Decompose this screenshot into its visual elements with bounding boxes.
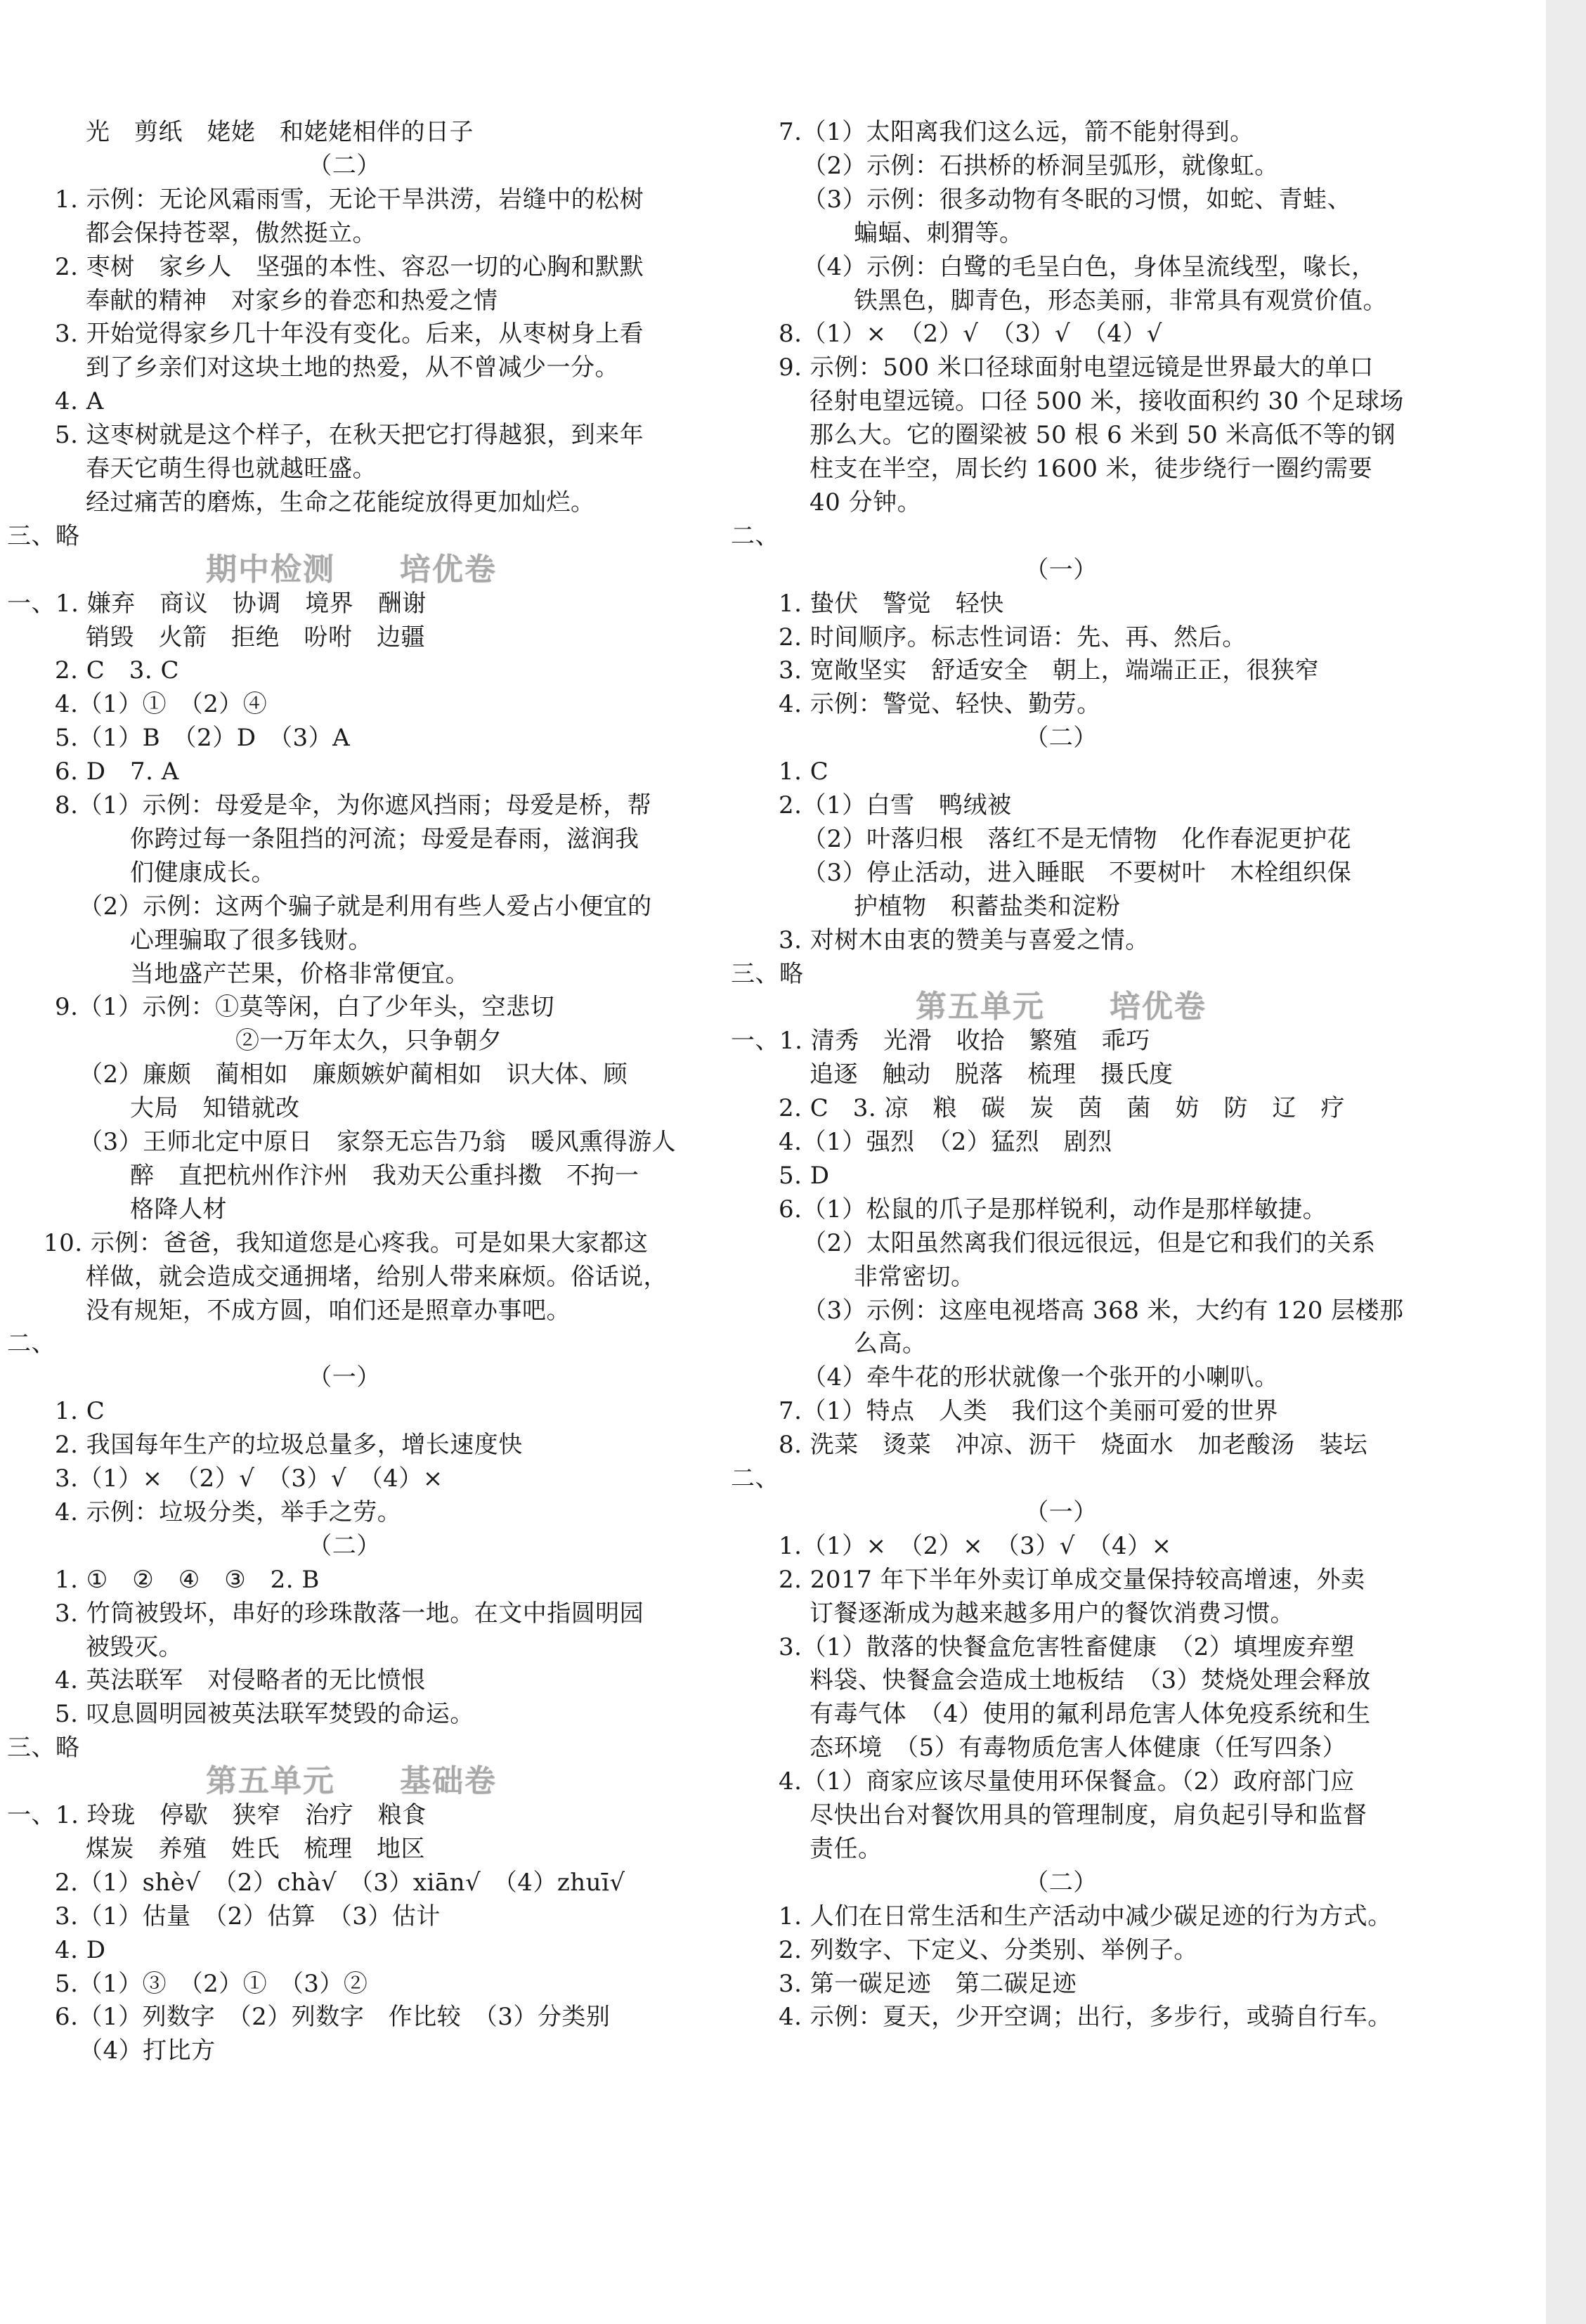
question-line: 5. D [779, 1161, 830, 1190]
continuation-line: 销毁 火箭 拒绝 吩咐 边疆 [86, 623, 425, 651]
continuation-line: 径射电望远镜。口径 500 米，接收面积约 30 个足球场 [810, 387, 1404, 416]
question-line: 1. ① ② ④ ③ 2. B [55, 1565, 320, 1594]
continuation-line: 铁黑色，脚青色，形态美丽，非常具有观赏价值。 [854, 286, 1387, 315]
question-line: 4. A [55, 387, 104, 416]
question-line: 6. D 7. A [55, 758, 179, 786]
continuation-line: 煤炭 养殖 姓氏 梳理 地区 [86, 1834, 425, 1863]
sub-question-line: （2）廉颇 蔺相如 廉颇嫉妒蔺相如 识大体、顾 [79, 1060, 628, 1089]
continuation-line: 到了乡亲们对这块土地的热爱，从不曾减少一分。 [86, 353, 619, 382]
section-marker: 三、略 [7, 521, 80, 550]
question-line: 8.（1）× （2）√ （3）√ （4）√ [779, 320, 1162, 349]
continuation-line: 订餐逐渐成为越来越多用户的餐饮消费习惯。 [810, 1599, 1294, 1628]
question-line: 6.（1）列数字 （2）列数字 作比较 （3）分类别 [55, 2003, 611, 2032]
question-line: 2.（1）shè√ （2）chà√ （3）xiān√ （4）zhuī√ [55, 1868, 625, 1897]
question-line: 2. 列数字、下定义、分类别、举例子。 [779, 1935, 1198, 1964]
question-line: 2. 2017 年下半年外卖订单成交量保持较高增速，外卖 [779, 1565, 1365, 1594]
subsection-heading: （一） [308, 1363, 381, 1392]
sub-question-line: （2）太阳虽然离我们很远很远，但是它和我们的关系 [802, 1228, 1376, 1257]
sub-question-line: （3）停止活动，进入睡眠 不要树叶 木栓组织保 [802, 858, 1352, 887]
question-line: 4.（1）① （2）④ [55, 690, 268, 719]
page-edge [1546, 0, 1586, 2324]
continuation-line: 柱支在半空，周长约 1600 米，徒步绕行一圈约需要 [810, 455, 1373, 483]
question-line: 4.（1）商家应该尽量使用环保餐盒。（2）政府部门应 [779, 1767, 1355, 1796]
continuation-line: 没有规矩，不成方圆，咱们还是照章办事吧。 [86, 1296, 571, 1325]
question-line: 3. 宽敞坚实 舒适安全 朝上，端端正正，很狭窄 [779, 656, 1320, 685]
continuation-line: 大局 知错就改 [130, 1094, 300, 1123]
question-line: 1. 示例：无论风霜雨雪，无论干旱洪涝，岩缝中的松树 [55, 185, 644, 214]
question-line: 4. 示例：警觉、轻快、勤劳。 [779, 690, 1101, 719]
sub-question-line: （4）示例：白鹭的毛呈白色，身体呈流线型，喙长， [802, 252, 1376, 281]
subsection-heading: （二） [308, 1531, 381, 1560]
question-line: 2. C 3. 凉 粮 碳 炭 茵 菌 妨 防 辽 疗 [779, 1094, 1346, 1123]
question-line: 1. 人们在日常生活和生产活动中减少碳足迹的行为方式。 [779, 1902, 1392, 1930]
continuation-line: 责任。 [810, 1834, 883, 1863]
continuation-line: 追逐 触动 脱落 梳理 摄氏度 [810, 1060, 1174, 1089]
question-line: 4.（1）强烈 （2）猛烈 剧烈 [779, 1128, 1112, 1156]
section-marker: 一、1. 嫌弃 商议 协调 境界 酬谢 [7, 589, 427, 618]
continuation-line: 格降人材 [130, 1195, 227, 1223]
continuation-line: ②一万年太久，只争朝夕 [235, 1027, 502, 1056]
question-line: 2. 枣树 家乡人 坚强的本性、容忍一切的心胸和默默 [55, 252, 644, 281]
sub-question-line: （4）打比方 [79, 2037, 216, 2065]
continuation-line: 样做，就会造成交通拥堵，给别人带来麻烦。俗话说， [86, 1262, 668, 1291]
continuation-line: 有毒气体 （4）使用的氟利昂危害人体免疫系统和生 [810, 1700, 1371, 1729]
question-line: 8.（1）示例：母爱是伞，为你遮风挡雨；母爱是桥，帮 [55, 791, 652, 819]
question-line: 2. 时间顺序。标志性词语：先、再、然后。 [779, 623, 1247, 651]
question-line: 3.（1）估量 （2）估算 （3）估计 [55, 1902, 441, 1930]
unit-banner: 期中检测 培优卷 [206, 551, 497, 588]
question-line: 2. C 3. C [55, 656, 180, 685]
continuation-line: 蝙蝠、刺猬等。 [854, 219, 1024, 247]
question-line: 4. 示例：垃圾分类，举手之劳。 [55, 1498, 402, 1526]
subsection-heading: （二） [1025, 724, 1098, 753]
continuation-line: 奉献的精神 对家乡的眷恋和热爱之情 [86, 286, 498, 315]
sub-question-line: （3）王师北定中原日 家祭无忘告乃翁 暖风熏得游人 [79, 1128, 677, 1156]
question-line: 4. 示例：夏天，少开空调；出行，多步行，或骑自行车。 [779, 2003, 1392, 2032]
question-line: 1. 蛰伏 警觉 轻快 [779, 589, 1004, 618]
question-line: 8. 洗菜 烫菜 冲凉、沥干 烧面水 加老酸汤 装坛 [779, 1431, 1368, 1460]
question-line: 7.（1）特点 人类 我们这个美丽可爱的世界 [779, 1397, 1279, 1426]
continuation-line: 经过痛苦的磨炼，生命之花能绽放得更加灿烂。 [86, 488, 595, 517]
sub-question-line: （4）牵牛花的形状就像一个张开的小喇叭。 [802, 1363, 1279, 1392]
continuation-line: 光 剪纸 姥姥 和姥姥相伴的日子 [86, 118, 474, 146]
continuation-line: 醉 直把杭州作汴州 我劝天公重抖擞 不拘一 [130, 1161, 639, 1190]
subsection-heading: （二） [1025, 1868, 1098, 1897]
continuation-line: 40 分钟。 [810, 488, 922, 517]
question-line: 5. 叹息圆明园被英法联军焚毁的命运。 [55, 1700, 474, 1729]
question-line: 4. D [55, 1935, 106, 1964]
unit-banner: 第五单元 培优卷 [916, 989, 1207, 1025]
right-answer-column [724, 0, 1426, 2324]
sub-question-line: （3）示例：这座电视塔高 368 米，大约有 120 层楼那 [802, 1296, 1404, 1325]
continuation-line: 你跨过每一条阻挡的河流；母爱是春雨，滋润我 [130, 824, 639, 853]
question-line: 3.（1）× （2）√ （3）√ （4）× [55, 1465, 443, 1493]
subsection-heading: （一） [1025, 555, 1098, 584]
unit-banner: 第五单元 基础卷 [206, 1763, 497, 1800]
continuation-line: 料袋、快餐盒会造成土地板结 （3）焚烧处理会释放 [810, 1666, 1371, 1695]
sub-question-line: （3）示例：很多动物有冬眠的习惯，如蛇、青蛙、 [802, 185, 1352, 214]
sub-question-line: （2）示例：这两个骗子就是利用有些人爱占小便宜的 [79, 892, 652, 921]
question-line: 2. 我国每年生产的垃圾总量多，增长速度快 [55, 1431, 523, 1460]
question-line: 3. 对树木由衷的赞美与喜爱之情。 [779, 926, 1150, 954]
question-line: 6.（1）松鼠的爪子是那样锐利，动作是那样敏捷。 [779, 1195, 1327, 1223]
continuation-line: 么高。 [854, 1330, 927, 1358]
question-line: 1. C [55, 1397, 105, 1426]
section-marker: 一、1. 玲珑 停歇 狭窄 治疗 粮食 [7, 1801, 427, 1829]
continuation-line: 当地盛产芒果，价格非常便宜。 [130, 959, 469, 988]
section-marker: 三、略 [7, 1734, 80, 1763]
continuation-line: 们健康成长。 [130, 858, 275, 887]
continuation-line: 态环境 （5）有毒物质危害人体健康（任写四条） [810, 1734, 1347, 1763]
question-line: 5. 这枣树就是这个样子，在秋天把它打得越狠，到来年 [55, 421, 644, 450]
section-marker: 一、1. 清秀 光滑 收拾 繁殖 乖巧 [731, 1027, 1150, 1056]
continuation-line: 那么大。它的圈梁被 50 根 6 米到 50 米高低不等的钢 [810, 421, 1396, 450]
left-answer-column [0, 0, 724, 2324]
question-line: 3. 第一碳足迹 第二碳足迹 [779, 1969, 1077, 1998]
question-line: 9.（1）示例：①莫等闲，白了少年头，空悲切 [55, 993, 555, 1022]
question-line: 1. C [779, 758, 829, 786]
question-line: 2.（1）白雪 鸭绒被 [779, 791, 1012, 819]
question-line: 4. 英法联军 对侵略者的无比愤恨 [55, 1666, 426, 1695]
continuation-line: 心理骗取了很多钱财。 [130, 926, 372, 954]
question-line: 1.（1）× （2）× （3）√ （4）× [779, 1531, 1172, 1560]
continuation-line: 护植物 积蓄盐类和淀粉 [854, 892, 1121, 921]
continuation-line: 春天它萌生得也就越旺盛。 [86, 455, 377, 483]
sub-question-line: （2）叶落归根 落红不是无情物 化作春泥更护花 [802, 824, 1352, 853]
question-line: 5.（1）③ （2）① （3）② [55, 1969, 368, 1998]
subsection-heading: （一） [1025, 1498, 1098, 1526]
question-line: 3. 开始觉得家乡几十年没有变化。后来，从枣树身上看 [55, 320, 644, 349]
section-marker: 二、 [731, 521, 779, 550]
question-line: 9. 示例：500 米口径球面射电望远镜是世界最大的单口 [779, 353, 1374, 382]
subsection-heading: （二） [308, 151, 381, 180]
sub-question-line: （2）示例：石拱桥的桥洞呈弧形，就像虹。 [802, 151, 1279, 180]
question-line: 7.（1）太阳离我们这么远，箭不能射得到。 [779, 118, 1254, 146]
section-marker: 三、略 [731, 959, 804, 988]
question-line: 3.（1）散落的快餐盒危害牲畜健康 （2）填埋废弃塑 [779, 1632, 1355, 1661]
question-line: 3. 竹筒被毁坏，串好的珍珠散落一地。在文中指圆明园 [55, 1599, 644, 1628]
continuation-line: 非常密切。 [854, 1262, 975, 1291]
question-line: 10. 示例：爸爸，我知道您是心疼我。可是如果大家都这 [44, 1228, 649, 1257]
question-line: 5.（1）B （2）D （3）A [55, 724, 351, 753]
continuation-line: 尽快出台对餐饮用具的管理制度，肩负起引导和监督 [810, 1801, 1367, 1829]
section-marker: 二、 [7, 1330, 56, 1358]
section-marker: 二、 [731, 1465, 779, 1493]
continuation-line: 都会保持苍翠，傲然挺立。 [86, 219, 377, 247]
continuation-line: 被毁灭。 [86, 1632, 183, 1661]
